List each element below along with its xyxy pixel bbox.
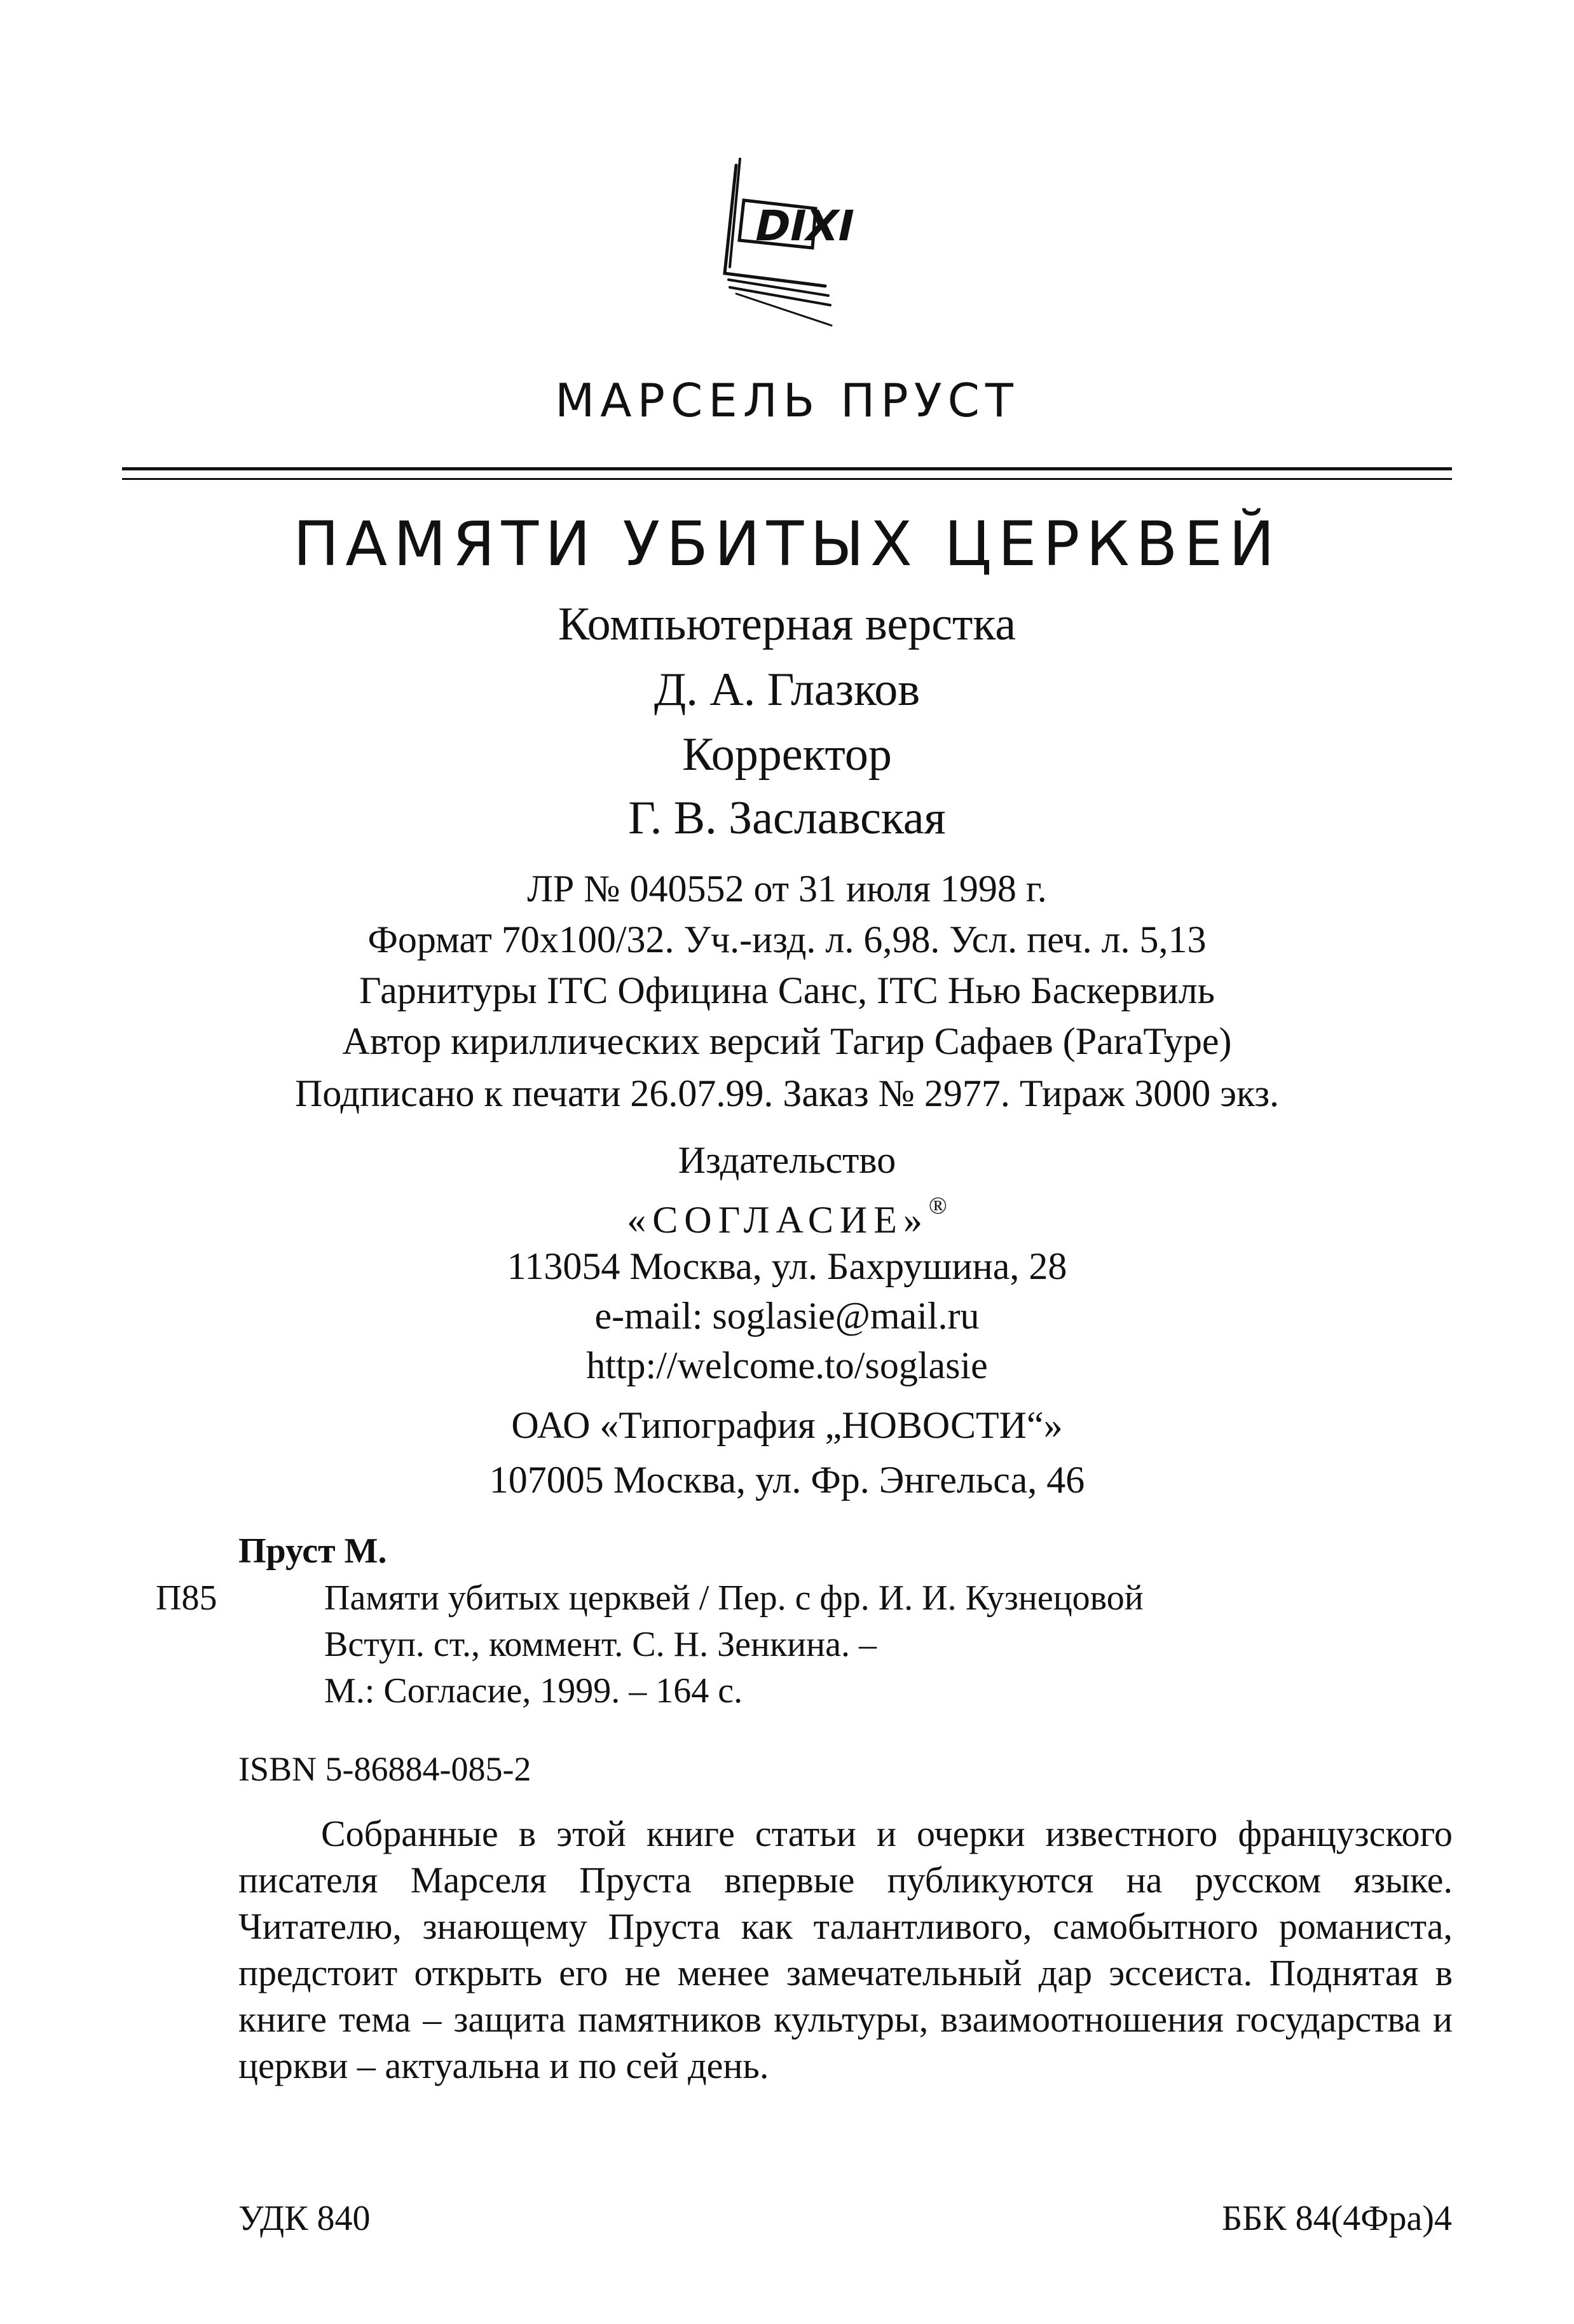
logo-text: DIXI: [750, 201, 859, 250]
book-title: ПАМЯТИ УБИТЫХ ЦЕРКВЕЙ: [293, 509, 1281, 580]
card-author: Пруст М.: [238, 1531, 387, 1571]
layout-role: Компьютерная верстка: [558, 598, 1016, 650]
publisher-name: [0, 1194, 1574, 1239]
registered-mark: ®: [928, 1193, 947, 1219]
license-line: ЛР № 040552 от 31 июля 1998 г.: [527, 868, 1047, 910]
fonts-line: Гарнитуры ITC Официна Санс, ITC Нью Баскервиль: [359, 969, 1215, 1011]
isbn: ISBN 5-86884-085-2: [238, 1750, 531, 1788]
cyrillic-author-line: Автор кириллических версий Тагир Сафаев (ParaType): [342, 1020, 1232, 1062]
header-rule-thick: [122, 467, 1452, 470]
card-line-3: М.: Согласие, 1999. – 164 с.: [324, 1671, 743, 1711]
proofreader-role: Корректор: [682, 728, 892, 781]
printer-name: ОАО «Типография „НОВОСТИ“»: [511, 1404, 1063, 1446]
publisher-email: e-mail: soglasie@mail.ru: [594, 1295, 980, 1337]
book-author: МАРСЕЛЬ ПРУСТ: [555, 374, 1019, 427]
card-line-1: Памяти убитых церквей / Пер. с фр. И. И. Кузнецовой: [324, 1578, 1144, 1618]
signed-line: Подписано к печати 26.07.99. Заказ № 2977. Тираж 3000 экз.: [294, 1072, 1280, 1114]
publisher-name-text: «СОГЛАСИЕ»: [627, 1199, 929, 1241]
dixi-publisher-logo-icon: [717, 153, 859, 343]
publisher-address: 113054 Москва, ул. Бахрушина, 28: [507, 1245, 1067, 1287]
udc-code: УДК 840: [238, 2199, 371, 2238]
printer-address: 107005 Москва, ул. Фр. Энгельса, 46: [489, 1459, 1085, 1501]
card-code: П85: [156, 1578, 217, 1618]
publisher-url: http://welcome.to/soglasie: [586, 1344, 988, 1386]
format-line: Формат 70x100/32. Уч.-изд. л. 6,98. Усл. печ. л. 5,13: [367, 919, 1207, 960]
card-line-2: Вступ. ст., коммент. С. Н. Зенкина. –: [324, 1625, 877, 1664]
publisher-label: Издательство: [678, 1139, 896, 1181]
bbk-code: ББК 84(4Фра)4: [1221, 2199, 1452, 2238]
layout-name: Д. А. Глазков: [654, 664, 920, 716]
header-rule-thin: [122, 478, 1452, 480]
proofreader-name: Г. В. Заславская: [628, 792, 946, 844]
abstract: Собранные в этой книге статьи и очерки известного французского писателя Марселя Пруста впервые публикуются на русском языке. Читателю, знающему Пруста как талантливого, самобытного романиста, предстоит открыть его не менее замечательный дар эссеиста. Поднятая в книге тема – защита памятников культуры, взаимоотношения государства и церкви – актуальна и по сей день.: [238, 1813, 1453, 2086]
